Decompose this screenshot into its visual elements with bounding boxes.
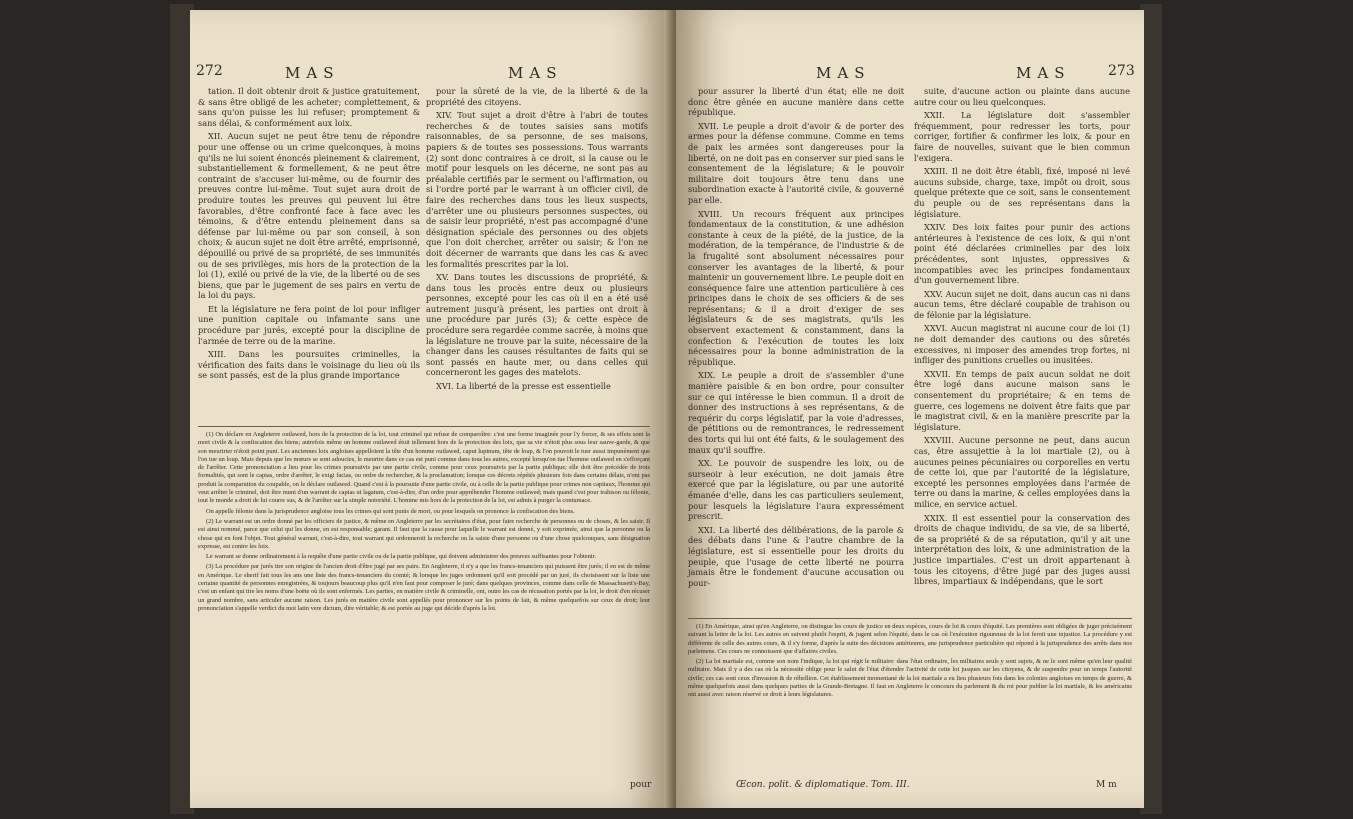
paragraph: XXI. La liberté des délibérations, de la parole & des débats dans l'une & l'autre chambre de la législature, est si essentielle pour les droits du peuple, que l'usage de cette liberté ne pourra jamais être le fondement d'aucune accusation ou pour- [688, 524, 904, 588]
left-page [190, 10, 670, 808]
paragraph: XVII. Le peuple a droit d'avoir & de porter des armes pour la défense commune. Comme en tems de paix les armées sont dangereuses pour la liberté, on ne doit pas en conserver sur pied sans le consentement de la législature; & le pouvoir militaire doit toujours être tenu dans une subordination exacte à l'autorité civile, & gouverné par elle. [688, 120, 904, 205]
running-head-right: MAS [508, 64, 563, 82]
signature-mark: M m [1096, 780, 1117, 790]
text-column-2 [426, 86, 648, 395]
text-column-1 [198, 86, 420, 384]
footnotes [198, 431, 650, 615]
paragraph: XVIII. Un recours fréquent aux principes fondamentaux de la constitution, & une adhésion constante à ceux de la piété, de la justice, de la modération, de la tempérance, de l'industrie & de la frugalité sont absolument nécessaires pour conserver les avantages de la liberté, & pour maintenir un gouvernement libre. Le peuple doit en conséquence faire une attention particulière à ces principes dans le choix de ses officiers & de ses représentans; & il a droit d'exiger de ses législateurs & de ses magistrats, qu'ils les observent exactement & constamment, dans la confection & l'exécution de toutes les loix nécessaires pour la bonne administration de la république. [688, 208, 904, 367]
footnote: (2) Le warrant est un ordre donné par les officiers de justice, & même en Angleterre par les secrétaires d'état, pour faire recherche de personnes ou de choses, & les saisir. Il est ainsi nommé, parce que celui qui les donne, en est responsable; garant. Il faut que la cause pour laquelle le warrant est donné, y soit exprimée, ainsi que la personne ou la chose qui en font l'objet. Tout général warrant, c'est-à-dire, tout warrant qui ordonneroit la recherche ou la saisie d'une personne ou d'une chose quelconques, sans désignation expresse, est contre les loix. [198, 517, 650, 550]
footnote: On appelle félonie dans la jurisprudence angloise tous les crimes qui sont punis de mort, ou pour lesquels on prononce la confiscation des biens. [206, 507, 575, 515]
paragraph: XIV. Tout sujet a droit d'être à l'abri de toutes recherches & de toutes saisies sans motifs raisonnables, de sa personne, de ses maisons, papiers & de toutes ses possessions. Tous warrants (2) sont donc contraires à ce droit, si la cause ou le motif pour lesquels on les décerne, ne sont pas au préalable certifiés par le serment ou l'affirmation, ou si l'ordre porté par le warrant à un officier civil, de faire des recherches dans tous les lieux suspects, d'arrêter une ou plusieurs personnes suspectes, ou de saisir leur propriété, n'est pas accompagné d'une désignation spéciale des personnes ou des objets que l'on doit chercher, arrêter ou saisir; & l'on ne doit décerner de warrants que dans les cas & avec les formalités prescrites par la loi. [426, 110, 648, 269]
footnote: (1) En Amérique, ainsi qu'en Angleterre, on distingue les cours de justice en deux espèces, cours de loi & cours d'équité. Les premières sont obligées de juger précisément suivant la lettre de la loi. Les autres en suivent plutôt l'esprit, & jugent selon l'équité, dans le cas où l'exécution rigoureuse de la loi feroit une injustice. La procédure y est différente de celle des autres cours, & il s'y forme, d'après la suite des décisions antérieures, une jurisprudence particulière qui répond à la jurisprudence des arrêts dans nos parlemens. Ces cours ne connoissent que d'affaires civiles. [688, 623, 1132, 655]
paragraph: XXV. Aucun sujet ne doit, dans aucun cas ni dans aucun tems, être déclaré coupable de trahison ou de félonie par la législature. [914, 288, 1130, 320]
paragraph: XIII. Dans les poursuites criminelles, la vérification des faits dans le voisinage du lieu où ils se sont passés, est de la plus grande importance [198, 349, 420, 381]
footnote-rule [688, 618, 1132, 619]
running-head-left: MAS [816, 64, 871, 82]
paragraph: pour la sûreté de la vie, de la liberté & de la propriété des citoyens. [426, 86, 648, 107]
paragraph: XVI. La liberté de la presse est essentielle [436, 381, 611, 392]
right-page [676, 10, 1144, 808]
paragraph: XIX. Le peuple a droit de s'assembler d'une manière paisible & en bon ordre, pour consulter sur ce qui intéresse le bien commun. Il a droit de donner des instructions à ses représentans, & de requérir du corps législatif, par la voie d'adresses, de pétitions ou de remontrances, le redressement des torts qui lui ont été faits, & le soulagement des maux qu'il souffre. [688, 370, 904, 455]
running-head-right: MAS [1016, 64, 1071, 82]
footnote-rule [198, 426, 650, 427]
paragraph: XV. Dans toutes les discussions de propriété, & dans tous les procès entre deux ou plusieurs personnes, excepté pour les cas où il en a été usé autrement jusqu'à présent, les parties ont droit à une procédure par jurés (3); & cette espèce de procédure sera regardée comme sacrée, à moins que la législature ne trouve par la suite, nécessaire de la changer dans les causes résultantes de faits qui se sont passés en haute mer, ou dans celles qui concerneront les gages des matelots. [426, 272, 648, 378]
catchword: pour [630, 780, 652, 790]
text-column-1 [688, 86, 904, 591]
footnote: Le warrant se donne ordinairement à la requête d'une partie civile ou de la partie publique, qui doivent administrer des preuves suffisantes pour l'obtenir. [206, 553, 596, 561]
footnote: (1) On déclare en Angleterre outlawed, hors de la protection de la loi, tout criminel qui refuse de comparoître: c'est une forme imaginée pour l'y forcer, & ses effets sont la mort civile & la confiscation des biens; autrefois même un homme outlawed étoit tellement hors de la protection des loix, que sa vie n'étoit plus sous leur sauve-garde, & que son meurtrier n'étoit point puni. Les anciennes loix angloises appelloient la tête d'un homme outlawed, caput lupinum, tête de loup, & l'on pouvoit le tuer aussi impunément que l'on tue un loup. Mais depuis que les mœurs se sont adoucies, le meurtre dans ce cas est puni comme dans tous les autres, excepté lorsqu'on tue l'homme outlawed en s'efforçant de l'arrêter. Cette prononciation a lieu pour les crimes poursuivis par une partie civile, comme pour ceux poursuivis par la partie publique; elle doit être précédée de trois formalités, qui sont le capias, ordre d'arrêter, le exigi facias, ou ordre de rechercher, & la proclamation; lorsque ces décrets répétés plusieurs fois dans certains délais, n'ont pas produit la comparution du coupable, on le déclare outlawed. Quand c'est à la poursuite d'une partie civile, ou à celle de la partie publique pour crimes non capitaux, l'homme qui veut arrêter le criminel, doit être muni d'un warrant de capias ut lagatum, c'est-à-dire, d'un ordre pour appréhender l'homme outlawed; mais quand c'est pour trahison ou félonie, tout le monde a droit de lui courre sus, & de l'arrêter sur la simple notoriété. L'homme mis hors de la protection de la loi, est admis à purger la contumace. [198, 431, 650, 505]
paragraph: suite, d'aucune action ou plainte dans aucune autre cour ou lieu quelconques. [914, 86, 1130, 107]
paragraph: XXIV. Des loix faites pour punir des actions antérieures à l'existence de ces loix, & qui n'ont point été déclarées criminelles par des loix précédentes, sont injustes, oppressives & incompatibles avec les principes fondamentaux d'un gouvernement libre. [914, 222, 1130, 286]
paragraph: XXVI. Aucun magistrat ni aucune cour de loi (1) ne doit demander des cautions ou des sûretés excessives, ni imposer des amendes trop fortes, ni infliger des punitions cruelles ou inusitées. [914, 323, 1130, 366]
paragraph: XXIX. Il est essentiel pour la conservation des droits de chaque individu, de sa vie, de sa liberté, de sa propriété & de sa réputation, qu'il y ait une interprétation des loix, & une administration de la justice impartiales. C'est un droit appartenant à tous les citoyens, d'être jugé par des juges aussi libres, impartiaux & indépendans, que le sort [914, 512, 1130, 587]
footnotes [688, 623, 1132, 702]
footnote: (2) La loi martiale est, comme son nom l'indique, la loi qui régit le militaire: dans l'état ordinaire, les militaires seuls y sont sujets, & ne le sont même qu'en leur qualité militaire. Mais il y a des cas où la nécessité oblige pour le salut de l'état d'étendre l'activité de cette loi jusques sur les citoyens, & de suspendre pour un temps l'autorité civile; ces cas sont ceux d'invasion & de rébellion. Cet établissement momentané de la loi martiale a eu lieu plusieurs fois dans les colonies angloises en temps de guerre, & même quelquefois aussi dans quelques parties de la Grande-Bretagne. Il faut en Angleterre le concours du parlement & du roi pour publier la loi martiale, & les américains ont aussi avec raison réservé ce droit à leurs législatures. [688, 658, 1132, 699]
paragraph: XXII. La législature doit s'assembler fréquemment, pour redresser les torts, pour corriger, fortifier & confirmer les loix, & pour en faire de nouvelles, suivant que le bien commun l'exigera. [914, 110, 1130, 163]
paragraph: XX. Le pouvoir de suspendre les loix, ou de surseoir à leur exécution, ne doit jamais être exercé que par la législature, ou par une autorité émanée d'elle, dans les cas particuliers seulement, pour lesquels la législature l'aura expressément prescrit. [688, 458, 904, 522]
paragraph: Et la législature ne fera point de loi pour infliger une punition capitale ou infamante sans une procédure par jurés, excepté pour la discipline de l'armée de terre ou de la marine. [198, 303, 420, 346]
paragraph: XII. Aucun sujet ne peut être tenu de répondre pour une offense ou un crime quelconques, à moins qu'ils ne lui soient énoncés pleinement & clairement, substantiellement & formellement, & ne peut être contraint de s'accuser lui-même, ou de fournir des preuves contre lui-même. Tout sujet aura droit de produire toutes les preuves qui peuvent lui être favorables, d'être confronté face à face avec les témoins, & d'être entendu pleinement dans sa défense par lui-même ou par son conseil, à son choix; & aucun sujet ne doit être arrêté, emprisonné, dépouillé ou privé de sa propriété, de ses immunités ou de ses privilèges, mis hors de la protection de la loi (1), exilé ou privé de la vie, de la liberté ou de ses biens, que par le jugement de ses pairs en vertu de la loi du pays. [198, 131, 420, 301]
text-column-2 [914, 86, 1130, 590]
paragraph: tation. Il doit obtenir droit & justice gratuitement, & sans être obligé de les acheter; complettement, & sans qu'on puisse les lui refuser; promptement & sans délai, & conformément aux loix. [198, 86, 420, 128]
paragraph: XXVIII. Aucune personne ne peut, dans aucun cas, être assujettie à la loi martiale (2), ou à aucunes peines pécuniaires ou corporelles en vertu de cette loi, que par l'autorité de la législature, excepté les personnes employées dans l'armée de terre ou dans la marine, & celles employées dans la milice, en service actuel. [914, 435, 1130, 509]
page-number: 272 [196, 63, 223, 79]
running-head-left: MAS [285, 64, 340, 82]
page-number: 273 [1108, 63, 1135, 79]
paragraph: pour assurer la liberté d'un état; elle ne doit donc être gênée en aucune manière dans cette république. [688, 86, 904, 118]
footnote: (3) La procédure par jurés tire son origine de l'ancien droit d'être jugé par ses pairs. En Angleterre, il n'y a que les francs-tenanciers qui puissent être jurés; il en est de même en Amérique. Le sherif fait tous les ans une liste des francs-tenanciers du comté; & lorsque les juges ordonnent qu'il soit procédé par un juré, ils choisissent sur la liste une certaine quantité de personnes enregistrées, & toujours beaucoup plus qu'il n'en faut pour composer le juré; dans quelques provinces, comme dans celle de Massachusett's-Bay, c'est un enfant qui tire les noms d'une boëte où ils sont enfermés. Les parties, en matière civile & criminelle, ont, outre les cas de récusation portés par la loi, le droit d'en récuser un grand nombre, sans articuler aucune raison. Les jurés en matière civile sont appellés pour prononcer sur les points de fait, & même quelquefois sur ceux de droit; leur prononciation s'appelle verdict du mot latin vere dictum, dire véritable; & est portée au juge qui décide d'après la loi. [198, 563, 650, 612]
paragraph: XXVII. En temps de paix aucun soldat ne doit être logé dans aucune maison sans le consentement du propriétaire; & en tems de guerre, ces logemens ne doivent être faits que par le magistrat civil, & en la manière prescrite par la législature. [914, 368, 1130, 432]
book-title-footer: Œcon. polit. & diplomatique. Tom. III. [736, 780, 910, 790]
paragraph: XXIII. Il ne doit être établi, fixé, imposé ni levé aucuns subside, charge, taxe, impôt ou droit, sous quelque prétexte que ce soit, sans le consentement du peuple ou de ses représentans dans la législature. [914, 166, 1130, 219]
